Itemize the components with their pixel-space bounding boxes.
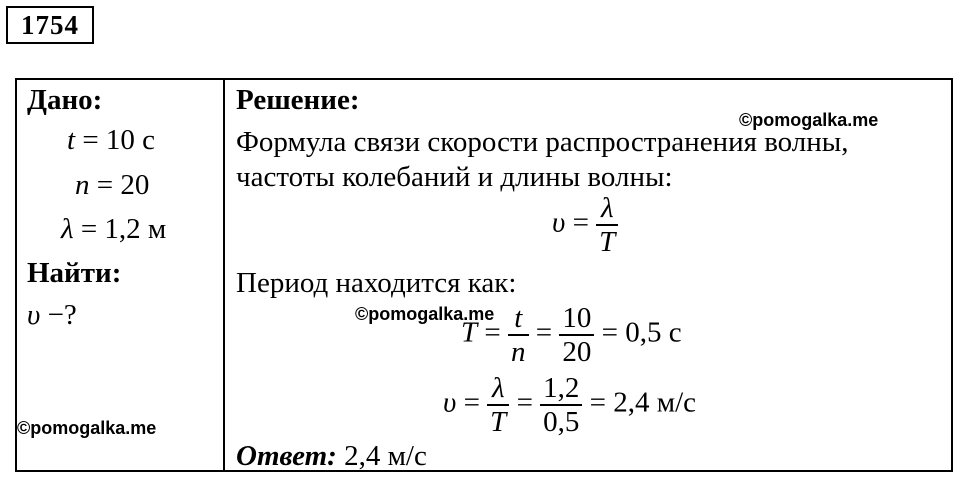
watermark: ©pomogalka.me	[739, 110, 879, 130]
solution-table	[15, 78, 953, 472]
column-divider	[223, 80, 225, 470]
solution-text-line1: Формула связи скорости распространения волны,	[236, 126, 849, 158]
solution-text-line2: частоты колебаний и длины волны:	[236, 161, 673, 193]
find-variable: υ −?	[27, 299, 77, 331]
period-text: Период находится как:	[236, 267, 517, 299]
given-n: n = 20	[75, 169, 150, 201]
solution-heading: Решение:	[236, 84, 360, 116]
formula-period: T = $\frac{t}{n}$ = $\frac{10}{20}$ = 0,5 с	[461, 302, 682, 368]
watermark: ©pomogalka.me	[355, 304, 495, 324]
problem-number: 1754	[6, 6, 94, 44]
answer: Ответ: 2,4 м/с	[236, 440, 427, 472]
given-lambda: λ = 1,2 м	[61, 213, 167, 245]
formula-velocity-result: υ = $\frac{\lambda}{T}$ = $\frac{1,2}{0,5}$ = 2,4 м/с	[443, 372, 697, 438]
given-t: t = 10 с	[67, 124, 156, 156]
given-heading: Дано:	[27, 84, 103, 116]
formula-velocity: υ = $\frac{\lambda}{T}$	[552, 192, 618, 258]
find-heading: Найти:	[27, 257, 122, 289]
watermark: ©pomogalka.me	[17, 418, 157, 438]
